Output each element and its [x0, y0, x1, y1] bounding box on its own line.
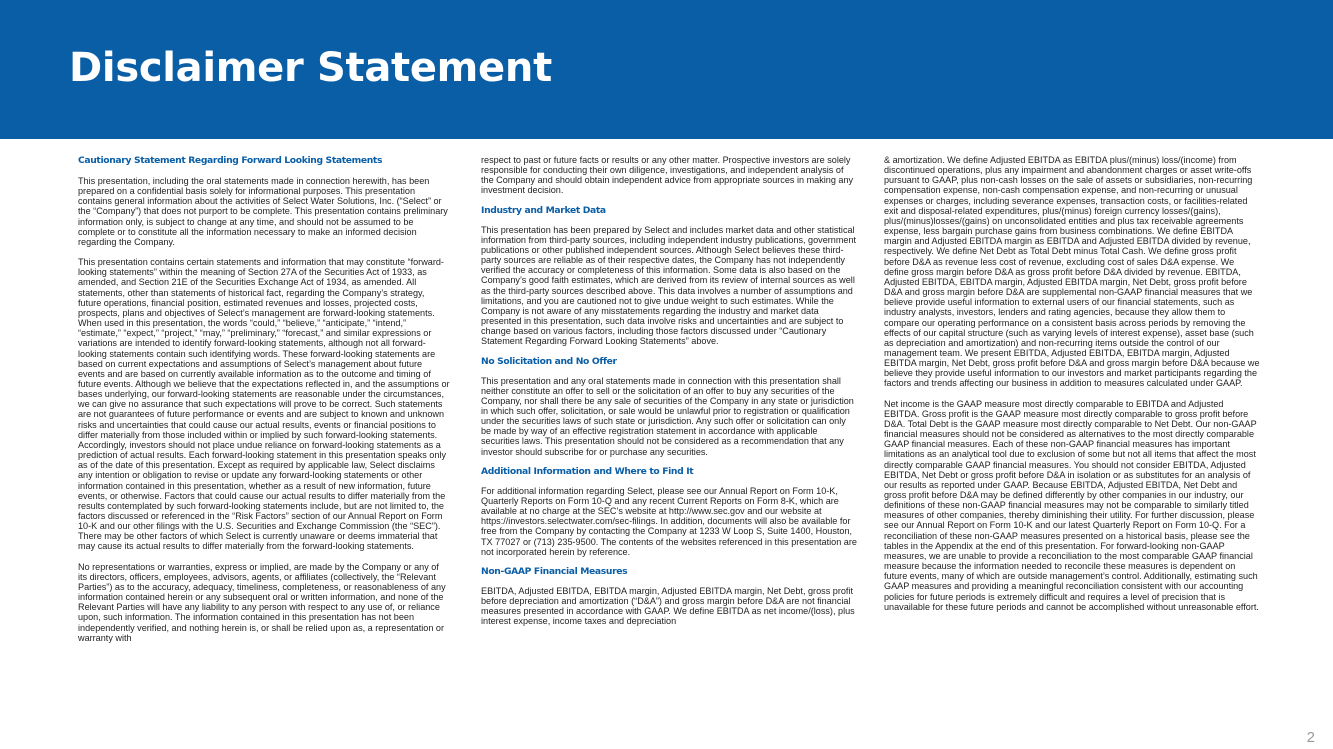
paragraph-gaap-comparables: Net income is the GAAP measure most directly comparable to EBITDA and Adjusted EBITDA. Gross profit is the GAAP measure most directly comparable to gross profit before D&A. Total Debt is the GAAP measure most directly comparable to Net Debt. Our non-GAAP financial measures should not be considered as alternatives to the most directly comparable GAAP financial measures. Each of these non-GAAP financial measures has important limitations as an analytical tool due to exclusion of some but not all items that affect the most directly comparable GAAP financial measures. You should not consider EBITDA, Adjusted EBITDA, Net Debt or gross profit before D&A in isolation or as substitutes for an analysis of our results as reported under GAAP. Because EBITDA, Adjusted EBITDA, Net Debt and gross profit before D&A may be defined differently by other companies in our industry, our definitions of these non-GAAP financial measures may not be comparable to similarly titled measures of other companies, thereby diminishing their utility. For further discussion, please see our Annual Report on Form 10-K and our latest Quarterly Report on Form 10-Q. For a reconciliation of these non-GAAP measures presented on a historical basis, please see the tables in the Appendix at the end of this presentation. For forward-looking non-GAAP measures, we are unable to provide a reconciliation to the most comparable GAAP financial measure because the information needed to reconcile these measures is dependent on future events, many of which are outside management’s control. Additionally, estimating such GAAP measures and providing a meaningful reconciliation consistent with our accounting policies for future periods is extremely difficult and requires a level of precision that is unavailable for these future periods and cannot be accomplished without unreasonable effort.: [884, 398, 1259, 612]
paragraph-industry-market-data: This presentation has been prepared by Select and includes market data and other statistical information from third-party sources, including independent industry publications, government publications or other published independent sources. Although Select believes these third-party sources are reliable as of their respective dates, the Company has not independently verified the accuracy or completeness of this information. Some data is also based on the Company’s good faith estimates, which are derived from its review of internal sources as well as the third-party sources described above. This data involves a number of assumptions and limitations, and you are cautioned not to give undue weight to such estimates. While the Company is not aware of any misstatements regarding the industry and market data presented in this presentation, such data involve risks and uncertainties and are subject to change based on various factors, including those factors discussed under “Cautionary Statement Regarding Forward Looking Statements” above.: [481, 224, 857, 347]
column-non-gaap-definitions: [884, 155, 1260, 740]
paragraph-continued-representations: respect to past or future facts or results or any other matter. Prospective investors are solely responsible for conducting their own diligence, investigations, and independent analysis of the Company and should obtain independent advice from appropriate sources in making any investment decision.: [481, 155, 854, 196]
section-heading-additional-information: Additional Information and Where to Find It: [481, 465, 694, 477]
section-heading-non-gaap: Non-GAAP Financial Measures: [481, 565, 628, 577]
column-disclosures: [481, 155, 857, 740]
section-heading-industry-market-data: Industry and Market Data: [481, 204, 606, 216]
paragraph-non-gaap-intro: EBITDA, Adjusted EBITDA, EBITDA margin, Adjusted EBITDA margin, Net Debt, gross profit before depreciation and amortization (“D&A”) and gross margin before D&A are not financial measures presented in accordance with GAAP. We define EBITDA as net income/(loss), plus interest expense, income taxes and depreciation: [481, 585, 855, 627]
page-title: Disclaimer Statement: [69, 45, 552, 91]
paragraph-adjusted-ebitda-definitions: & amortization. We define Adjusted EBITDA as EBITDA plus/(minus) loss/(income) from discontinued operations, plus any impairment and abandonment charges or asset write-offs pursuant to GAAP, plus non-cash losses on the sale of assets or subsidiaries, non-recurring compensation expense, non-cash compensation expense, and non-recurring or unusual expenses or charges, including severance expenses, transaction costs, or facilities-related exit and disposal-related expenditures, plus/(minus) foreign currency losses/(gains), plus/(minus)losses/(gains) on unconsolidated entities and plus tax receivable agreements expense, less bargain purchase gains from business combinations. We define EBITDA margin and Adjusted EBITDA margin as EBITDA and Adjusted EBITDA divided by revenue, respectively. We define Net Debt as Total Debt minus Total Cash. We define gross profit before D&A as revenue less cost of revenue, excluding cost of sales D&A expense. We define gross margin before D&A as gross profit before D&A divided by revenue. EBITDA, Adjusted EBITDA, EBITDA margin, Adjusted EBITDA margin, Net Debt, gross profit before D&A and gross margin before D&A are supplemental non-GAAP financial measures that we believe provide useful information to external users of our financial statements, such as industry analysts, investors, lenders and rating agencies, because they allow them to compare our operating performance on a consistent basis across periods by removing the effects of our capital structure (such as varying levels of interest expense), asset base (such as depreciation and amortization) and non-recurring items outside the control of our management team. We present EBITDA, Adjusted EBITDA, EBITDA margin, Adjusted EBITDA margin, Net Debt, gross profit before D&A and gross margin before D&A because we believe they provide useful information to our investors and market participants regarding the factors and trends affecting our business in addition to measures calculated under GAAP.: [884, 155, 1260, 389]
paragraph-no-solicitation: This presentation and any oral statements made in connection with this presentation shall neither constitute an offer to sell or the solicitation of an offer to buy any securities of the Company, nor shall there be any sale of securities of the Company in any state or jurisdiction in which such offer, solicitation, or sale would be unlawful prior to registration or qualification under the securities laws of such state or jurisdiction. Any such offer or solicitation can only be made by way of an effective registration statement in accordance with applicable securities laws. This presentation should not be considered as a recommendation that any investor should subscribe for or purchase any securities.: [481, 375, 854, 457]
paragraph-confidential-basis: This presentation, including the oral statements made in connection herewith, has been prepared on a confidential basis solely for informational purposes. This presentation contains general information about the activities of Select Water Solutions, Inc. (“Select” or the “Company”) that does not purport to be complete. This presentation contains preliminary information only, is subject to change at any time, and should not be assumed to be complete or to constitute all the information necessary to make an informed decision regarding the Company.: [78, 176, 448, 247]
header-banner: [0, 0, 1333, 139]
paragraph-forward-looking: This presentation contains certain statements and information that may constitute “forward-looking statements” within the meaning of Section 27A of the Securities Act of 1933, as amended, and Section 21E of the Securities Exchange Act of 1934, as amended. All statements, other than statements of historical fact, regarding the Company’s strategy, future operations, financial position, estimated revenues and losses, projected costs, prospects, plans and objectives of Select’s management are forward-looking statements. When used in this presentation, the words “could,” “believe,” “anticipate,” “intend,” “estimate,” “expect,” “project,” “may,” “preliminary,” “forecast,” and similar expressions or variations are intended to identify forward-looking statements, although not all forward-looking statements contain such identifying words. These forward-looking statements are based on current expectations and assumptions of Select’s management about future events and are based on currently available information as to the outcome and timing of future events. Although we believe that the expectations reflected in, and the assumptions or bases underlying, our forward-looking statements are reasonable under the circumstances, we can give no assurance that such expectations will prove to be correct. Such statements are not guarantees of future performance or events and are subject to known and unknown risks and uncertainties that could cause our actual results, events or financial positions to differ materially from those included within or implied by such forward-looking statements. Accordingly, investors should not place undue reliance on forward-looking statements as a prediction of actual results. Each forward-looking statement in this presentation speaks only as of the date of this presentation. Except as required by applicable law, Select disclaims any intention or obligation to revise or update any forward-looking statements or other information contained in this presentation, whether as a result of new information, future events, or otherwise. Factors that could cause our actual results to differ materially from the results contemplated by such forward-looking statements include, but are not limited to, the factors discussed or referenced in the “Risk Factors” section of our Annual Report on Form 10-K and our other filings with the U.S. Securities and Exchange Commission (the “SEC”). There may be other factors of which Select is currently unaware or deems immaterial that may cause its actual results to differ materially from the forward-looking statements.: [78, 257, 450, 552]
paragraph-no-representations: No representations or warranties, express or implied, are made by the Company or any of its directors, officers, employees, advisors, agents, or affiliates (collectively, the “Relevant Parties”) as to the accuracy, adequacy, timeliness, completeness, or reasonableness of any information contained herein or any subsequent oral or written information, and none of the Relevant Parties will have any liability to any person with respect to any use of, or reliance upon, such information. The information contained in this presentation has not been independently verified, and nothing herein is, or shall be relied upon as, a representation or warranty with: [78, 561, 446, 643]
section-heading-no-solicitation: No Solicitation and No Offer: [481, 355, 617, 367]
page-number: 2: [1306, 729, 1315, 746]
section-heading-forward-looking: Cautionary Statement Regarding Forward Looking Statements: [78, 155, 383, 166]
column-cautionary-statement: [78, 155, 450, 740]
paragraph-additional-information: For additional information regarding Select, please see our Annual Report on Form 10-K, Quarterly Reports on Form 10-Q and any recent Current Reports on Form 8-K, which are available at no charge at the SEC’s website at http://www.sec.gov and our website at https://investors.selectwater.com/sec-filings. In addition, documents will also be available for free from the Company by contacting the Company at 1233 W Loop S, Suite 1400, Houston, TX 77027 or (713) 235-9500. The contents of the websites referenced in this presentation are not incorporated herein by reference.: [481, 485, 857, 557]
